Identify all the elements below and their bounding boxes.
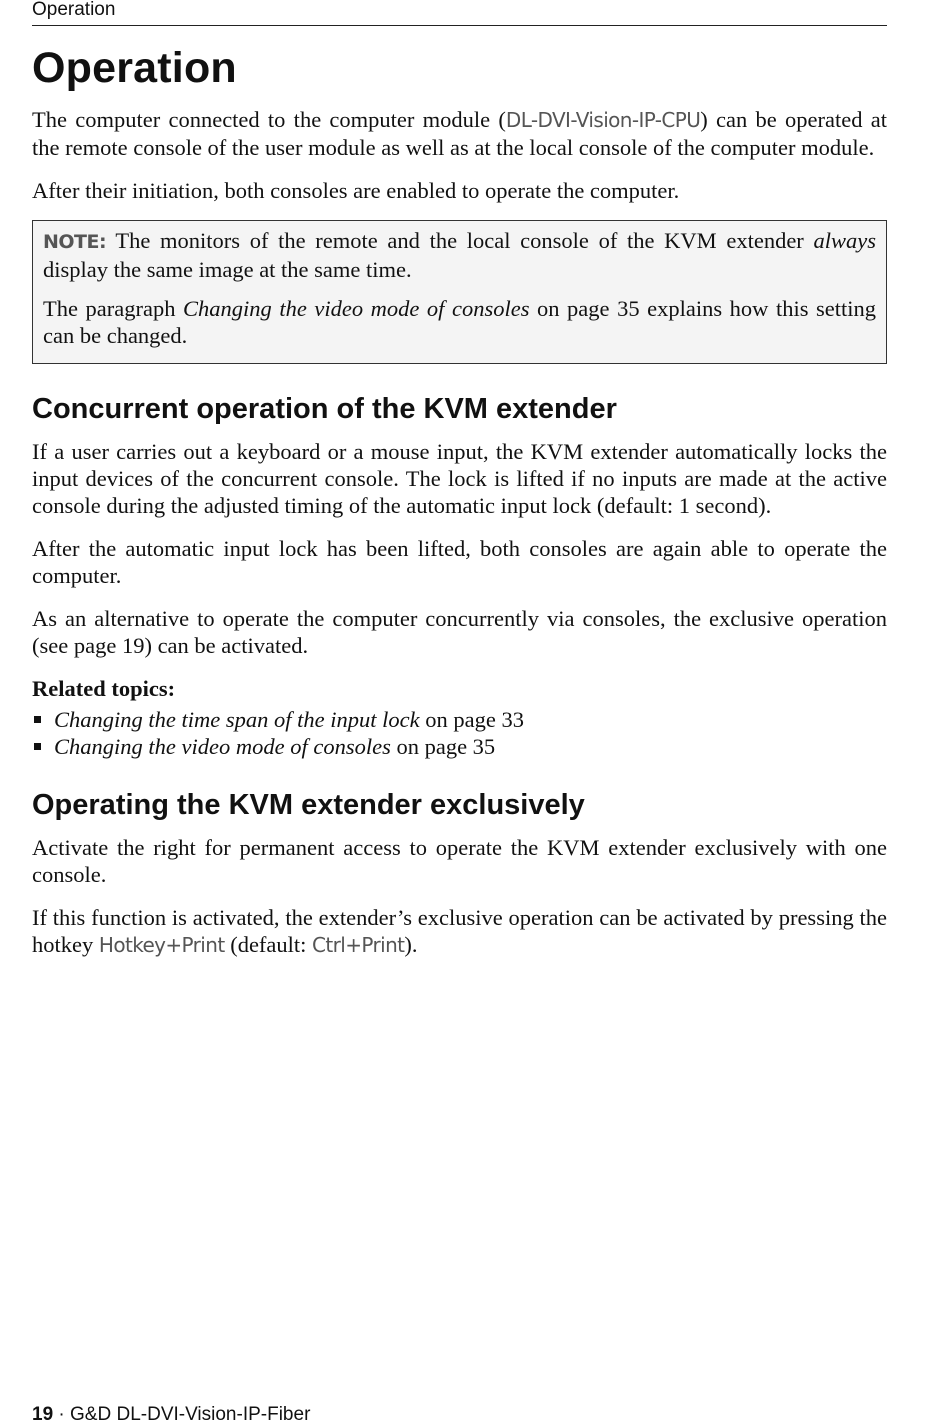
note-label: NOTE:	[43, 231, 107, 253]
related-topics-title: Related topics:	[32, 676, 176, 701]
header-section-label: Operation	[32, 0, 116, 20]
related-topics-list	[32, 706, 887, 760]
note-paragraph-2	[43, 295, 876, 349]
section2-paragraph-2	[32, 904, 887, 959]
intro-paragraph-1	[32, 106, 887, 161]
page	[32, 0, 887, 975]
section2-text-b: (default:	[224, 932, 313, 957]
section1-paragraph-3: As an alternative to operate the computer concurrently via consoles, the exclusive operation (see page 19) can be activated.	[32, 606, 887, 658]
section2-paragraph-1: Activate the right for permanent access to operate the KVM extender exclusively with one console.	[32, 835, 887, 887]
intro-text-b: ) can be operated at the remote console of the user module as well as at the local console of the computer module.	[32, 107, 887, 160]
section1-paragraph-2: After the automatic input lock has been lifted, both consoles are again able to operate the computer.	[32, 536, 887, 588]
note-p2-reference-link[interactable]: Changing the video mode of consoles	[183, 296, 530, 321]
note-text-a: The monitors of the remote and the local console of the KVM extender	[106, 228, 814, 253]
section-heading-exclusive: Operating the KVM extender exclusively	[32, 789, 585, 821]
intro-text-a: The computer connected to the computer module (	[32, 107, 506, 132]
module-code: DL-DVI-Vision-IP-CPU	[505, 108, 701, 132]
footer-page-number: 19	[32, 1404, 54, 1425]
bullet-icon	[34, 716, 41, 723]
related-topic-item[interactable]	[32, 733, 887, 760]
related-topic-item[interactable]	[32, 706, 887, 733]
running-header	[32, 0, 887, 26]
page-title: Operation	[32, 44, 237, 92]
note-box	[32, 220, 887, 364]
default-hotkey-label: Ctrl+Print	[312, 933, 405, 957]
section1-paragraph-1: If a user carries out a keyboard or a mouse input, the KVM extender automatically locks the input devices of the concurrent console. The lock is lifted if no inputs are made at the active console during the adjusted timing of the automatic input lock (default: 1 second).	[32, 439, 887, 518]
related-topic-title[interactable]: Changing the time span of the input lock	[54, 707, 420, 732]
section-heading-concurrent: Concurrent operation of the KVM extender	[32, 393, 617, 425]
note-emphasis: always	[813, 228, 876, 253]
note-text-b: display the same image at the same time.	[43, 257, 412, 282]
footer-separator: ·	[53, 1404, 71, 1425]
related-topic-page: on page 35	[390, 734, 496, 759]
footer-product-name: G&D DL-DVI-Vision-IP-Fiber	[70, 1404, 311, 1425]
note-p2-text-a: The paragraph	[43, 296, 184, 321]
hotkey-label: Hotkey+Print	[98, 933, 225, 957]
section2-text-c: ).	[404, 932, 418, 957]
bullet-icon	[34, 743, 41, 750]
running-footer	[32, 1404, 310, 1426]
intro-paragraph-2: After their initiation, both consoles are enabled to operate the computer.	[32, 178, 680, 203]
note-p2-text-b: on page 35 explains how this setting can be changed.	[43, 296, 876, 348]
related-topic-page: on page 33	[419, 707, 524, 732]
section2-text-a: If this function is activated, the extender’s exclusive operation can be activated by pressing the hotkey	[32, 905, 887, 957]
note-paragraph-1	[43, 227, 876, 283]
related-topic-title[interactable]: Changing the video mode of consoles	[54, 734, 391, 759]
